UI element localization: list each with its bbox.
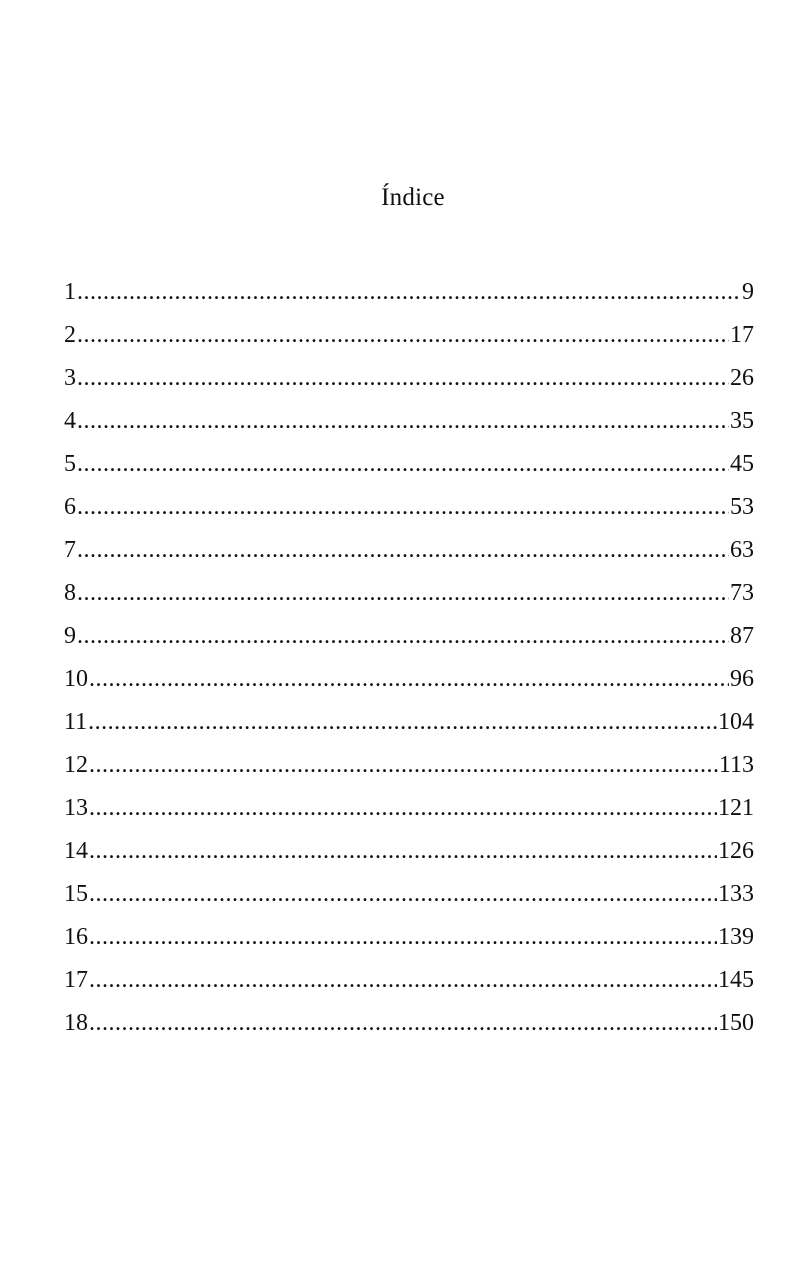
toc-page-number: 45 bbox=[730, 451, 754, 477]
toc-chapter-number: 15 bbox=[64, 881, 88, 907]
toc-chapter-number: 10 bbox=[64, 666, 88, 692]
toc-chapter-number: 3 bbox=[64, 365, 76, 391]
toc-entry bbox=[64, 1002, 754, 1045]
toc-entry bbox=[64, 959, 754, 1002]
toc-dot-leader bbox=[77, 314, 729, 357]
toc-dot-leader bbox=[77, 615, 729, 658]
toc-chapter-number: 6 bbox=[64, 494, 76, 520]
toc-dot-leader bbox=[89, 916, 717, 959]
toc-entry bbox=[64, 615, 754, 658]
toc-chapter-number: 5 bbox=[64, 451, 76, 477]
toc-dot-leader bbox=[77, 357, 729, 400]
toc-entry bbox=[64, 572, 754, 615]
toc-dot-leader bbox=[89, 658, 729, 701]
toc-page-number: 35 bbox=[730, 408, 754, 434]
toc-chapter-number: 1 bbox=[64, 279, 76, 305]
page-title: Índice bbox=[381, 184, 445, 211]
toc-page-number: 145 bbox=[718, 967, 754, 993]
toc-entry bbox=[64, 529, 754, 572]
toc-dot-leader bbox=[77, 271, 741, 314]
table-of-contents bbox=[64, 271, 754, 1045]
toc-chapter-number: 7 bbox=[64, 537, 76, 563]
toc-page-number: 121 bbox=[718, 795, 754, 821]
toc-page-number: 150 bbox=[718, 1010, 754, 1036]
toc-dot-leader bbox=[89, 873, 717, 916]
toc-dot-leader bbox=[89, 959, 717, 1002]
toc-entry bbox=[64, 873, 754, 916]
toc-dot-leader bbox=[88, 701, 717, 744]
toc-chapter-number: 9 bbox=[64, 623, 76, 649]
toc-entry bbox=[64, 701, 754, 744]
toc-dot-leader bbox=[77, 486, 729, 529]
toc-dot-leader bbox=[77, 572, 729, 615]
toc-entry bbox=[64, 400, 754, 443]
toc-chapter-number: 17 bbox=[64, 967, 88, 993]
toc-entry bbox=[64, 787, 754, 830]
toc-chapter-number: 4 bbox=[64, 408, 76, 434]
toc-chapter-number: 14 bbox=[64, 838, 88, 864]
toc-page-number: 9 bbox=[742, 279, 754, 305]
toc-page-number: 63 bbox=[730, 537, 754, 563]
toc-entry bbox=[64, 486, 754, 529]
toc-page-number: 139 bbox=[718, 924, 754, 950]
toc-dot-leader bbox=[89, 1002, 717, 1045]
toc-entry bbox=[64, 830, 754, 873]
toc-page-number: 96 bbox=[730, 666, 754, 692]
toc-dot-leader bbox=[77, 443, 729, 486]
toc-dot-leader bbox=[77, 529, 729, 572]
toc-page-number: 26 bbox=[730, 365, 754, 391]
toc-page-number: 87 bbox=[730, 623, 754, 649]
toc-dot-leader bbox=[89, 830, 717, 873]
toc-chapter-number: 18 bbox=[64, 1010, 88, 1036]
toc-entry bbox=[64, 658, 754, 701]
toc-entry bbox=[64, 916, 754, 959]
toc-chapter-number: 8 bbox=[64, 580, 76, 606]
toc-page-number: 126 bbox=[718, 838, 754, 864]
toc-entry bbox=[64, 314, 754, 357]
toc-chapter-number: 12 bbox=[64, 752, 88, 778]
toc-chapter-number: 11 bbox=[64, 709, 88, 735]
toc-page-number: 17 bbox=[730, 322, 754, 348]
toc-entry bbox=[64, 443, 754, 486]
toc-page-number: 53 bbox=[730, 494, 754, 520]
toc-dot-leader bbox=[89, 744, 718, 787]
toc-page-number: 113 bbox=[718, 752, 754, 778]
toc-dot-leader bbox=[89, 787, 717, 830]
toc-page-number: 104 bbox=[718, 709, 754, 735]
toc-chapter-number: 2 bbox=[64, 322, 76, 348]
toc-dot-leader bbox=[77, 400, 729, 443]
toc-page-number: 133 bbox=[718, 881, 754, 907]
toc-chapter-number: 16 bbox=[64, 924, 88, 950]
toc-entry bbox=[64, 744, 754, 787]
toc-chapter-number: 13 bbox=[64, 795, 88, 821]
toc-entry bbox=[64, 357, 754, 400]
toc-entry bbox=[64, 271, 754, 314]
toc-page-number: 73 bbox=[730, 580, 754, 606]
